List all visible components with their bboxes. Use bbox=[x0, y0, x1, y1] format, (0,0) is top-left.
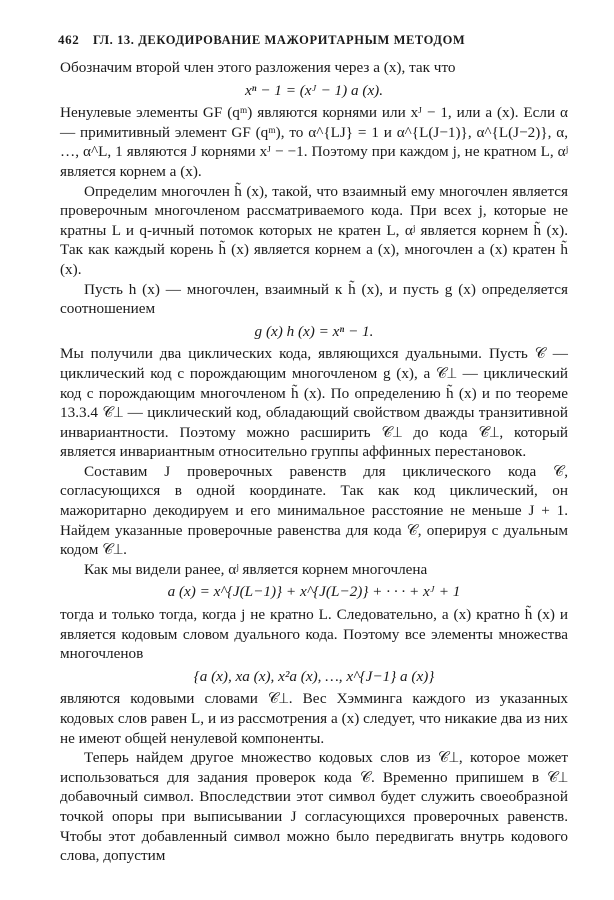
paragraph: Как мы видели ранее, αʲ является корнем многочлена bbox=[84, 560, 428, 578]
running-header bbox=[58, 32, 558, 48]
paragraph: Ненулевые элементы GF (qᵐ) являются корнями или xᴶ − 1, или a (x). Если α — примитивный элемент GF (qᵐ), то α^{LJ} = 1 и α^{L(J−1)}, α^{L(J−2)}, α, …, α^L, 1 являются J корнями xᴶ − −1. Поэтому при каждом j, не кратном L, αʲ является корнем a (x). bbox=[60, 104, 568, 180]
paragraph: Обозначим второй член этого разложения через a (x), так что bbox=[60, 59, 456, 76]
paragraph: являются кодовыми словами 𝒞⊥. Вес Хэмминга каждого из указанных кодовых слов равен L, и из рассмотрения a (x) следует, что никакие два из них не имеют общей ненулевой компоненты. bbox=[60, 690, 568, 747]
paragraph: Определим многочлен h̃ (x), такой, что взаимный ему многочлен является проверочным многочленом рассматриваемого кода. При всех j, которые не кратны L и q-ичный потомок которых не кратен L, αʲ является корнем h̃ (x). Так как каждый корень h̃ (x) является корнем a (x), многочлен a (x) кратен h̃ (x). bbox=[60, 182, 568, 278]
display-formula: g (x) h (x) = xⁿ − 1. bbox=[254, 322, 374, 340]
page-body bbox=[60, 58, 568, 866]
display-formula: xⁿ − 1 = (xᴶ − 1) a (x). bbox=[244, 81, 384, 99]
paragraph: тогда и только тогда, когда j не кратно L. Следовательно, a (x) кратно h̃ (x) и является кодовым словом дуального кода. Поэтому все элементы множества многочленов bbox=[60, 606, 568, 663]
display-formula: {a (x), xa (x), x²a (x), …, x^{J−1} a (x)} bbox=[193, 667, 435, 685]
running-title: ГЛ. 13. ДЕКОДИРОВАНИЕ МАЖОРИТАРНЫМ МЕТОДОМ bbox=[93, 33, 466, 47]
paragraph: Мы получили два циклических кода, являющихся дуальными. Пусть 𝒞 — циклический код с порождающим многочленом g (x), а 𝒞⊥ — циклический код с порождающим многочленом h̃ (x). По определению h̃ (x) и по теореме 13.3.4 𝒞⊥ — циклический код, обладающий свойством дважды транзитивной инвариантности. Поэтому можно расширить 𝒞⊥ до кода 𝒞̄⊥, который является инвариантным относительно группы аффинных перестановок. bbox=[60, 345, 568, 461]
display-formula: a (x) = x^{J(L−1)} + x^{J(L−2)} + · · · + xᴶ + 1 bbox=[167, 583, 461, 601]
page-number: 462 bbox=[58, 32, 80, 47]
paragraph: Теперь найдем другое множество кодовых слов из 𝒞⊥, которое может использоваться для задания проверок кода 𝒞. Временно припишем в 𝒞⊥ добавочный символ. Впоследствии этот символ будет служить своеобразной точкой опоры при выписывании J согласующихся проверочных равенств. Чтобы этот добавленный символ можно было передвигать внутрь кодового слова, допустим bbox=[60, 749, 568, 865]
paragraph: Составим J проверочных равенств для циклического кода 𝒞, согласующихся в одной координате. Так как код циклический, он мажоритарно декодируем и его минимальное расстояние не меньше J + 1. Найдем указанные проверочные равенства для кода 𝒞, оперируя с дуальным кодом 𝒞⊥. bbox=[60, 462, 568, 559]
paragraph: Пусть h (x) — многочлен, взаимный к h̃ (x), и пусть g (x) определяется соотношением bbox=[60, 280, 568, 318]
